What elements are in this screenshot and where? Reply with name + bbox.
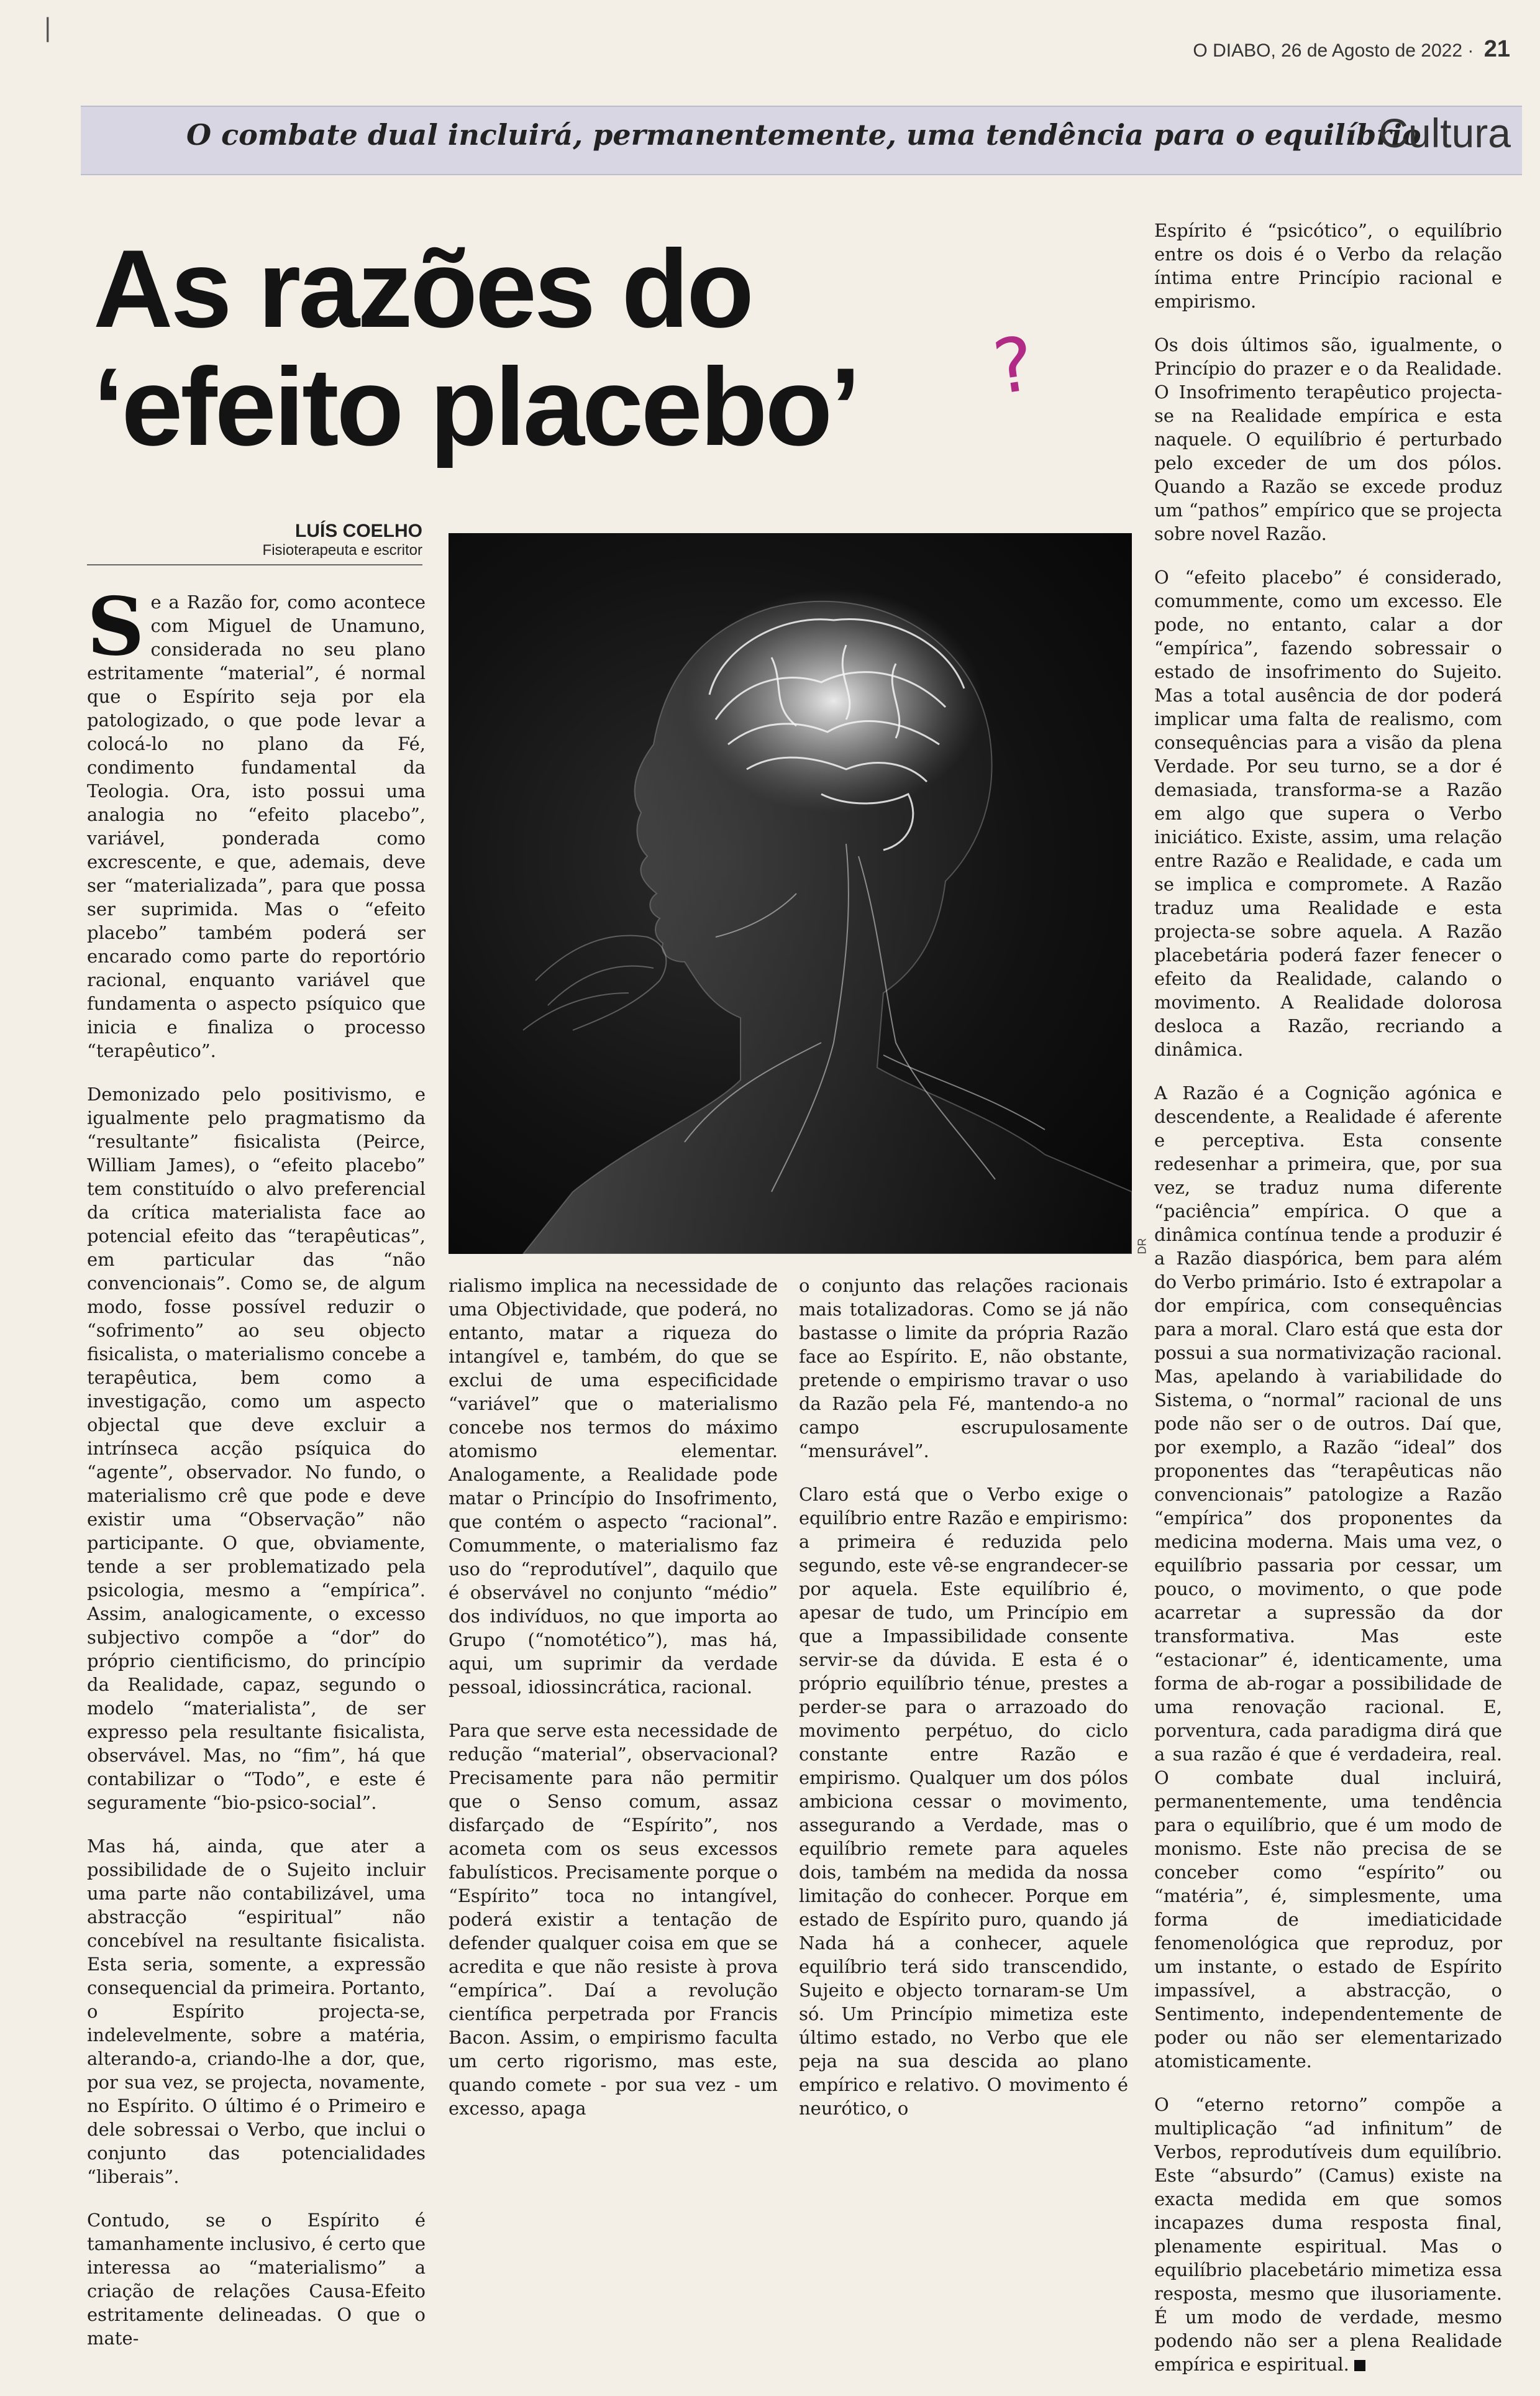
article-paragraph: Para que serve esta necessidade de redução “material”, observacional? Precisamente para não permitir que o Senso comum, assaz disfarçado de “Espírito”, nos acometa com os seus excessos fabulísticos. Precisamente porque o “Espírito” toca no intangível, poderá existir a tentação de defender qualquer coisa em que se acredita e que não resiste à prova “empírica”. Daí a revolução científica perpetrada por Francis Bacon. Assim, o empirismo faculta um certo rigorismo, mas este, quando comete - por sua vez - um excesso, apaga <box>449 1720 778 2119</box>
article-paragraph: Demonizado pelo positivismo, e igualmente pelo pragmatismo da “resultante” fisicalista (Peirce, William James), o “efeito placebo” tem constituído o alvo preferencial da crítica materialista face ao potencial efeito das “terapêuticas”, em particular das “não convencionais”. Como se, de algum modo, fosse possível reduzir o “sofrimento” ao seu objecto fisicalista, o materialismo concebe a terapêutica, bem como a investigação, como um aspecto objectal que deve excluir a intrínseca acção psíquica do “agente”, observador. No fundo, o materialismo crê que pode e deve existir uma “Observação” não participante. O que, obviamente, tende a ser problematizado pela psicologia, mesmo a “empírica”. Assim, analogicamente, o excesso subjectivo compõe a “dor” do próprio cientificismo, do princípio da Realidade, capaz, segundo o modelo “materialista”, de ser expresso pela resultante fisicalista, observável. Mas, no “fim”, há que contabilizar o “Todo”, e este é seguramente “bio-psico-social”. <box>87 1084 426 1813</box>
page-number: 21 <box>1483 36 1510 62</box>
headline-line-2: ‘efeito placebo’ <box>93 345 859 469</box>
article-paragraph: A Razão é a Cognição agónica e descendente, a Realidade é aferente e perceptiva. Esta consente redesenhar a primeira, que, por sua vez, se traduz numa diferente “paciência” empírica. O que a dinâmica contínua tende a produzir é a Razão diaspórica, bem para além do Verbo primário. Isto é extrapolar a dor empírica, com consequências para a moral. Claro está que esta dor possui a sua normativização racional. Mas, apelando à variabilidade do Sistema, o “normal” racional de uns pode não ser o de outros. Daí que, por exemplo, a Razão “ideal” dos proponentes das “terapêuticas não convencionais” patologize a Razão “empírica” dos proponentes da medicina moderna. Mais uma vez, o equilíbrio passaria por cessar, um pouco, o movimento, o que pode acarretar a supressão da dor transformativa. Mas este “estacionar” é, identicamente, uma forma de ab-rogar a possibilidade de uma renovação racional. E, porventura, cada paradigma dirá que a sua razão é que é verdadeira, real. O combate dual incluirá, permanentemente, uma tendência para o equilíbrio, que é um modo de monismo. Este não precisa de se conceber como “espírito” ou “matéria”, é, simplesmente, uma forma de imediaticidade fenomenológica que reproduz, por um instante, o estado de Espírito impassível, a abstracção, o Sentimento, independentemente de poder ou não ser elementarizado atomisticamente. <box>1154 1082 1502 2072</box>
photo-credit: DR <box>1136 1238 1149 1255</box>
article-paragraph: O “eterno retorno” compõe a multiplicação “ad infinitum” de Verbos, reprodutíveis dum equilíbrio. Este “absurdo” (Camus) existe na exacta medida em que somos incapazes duma resposta final, plenamente espiritual. Mas o equilíbrio placebetário mimetiza essa resposta, mesmo que ilusoriamente. É um modo de verdade, mesmo podendo não ser a plena Realidade empírica e espiritual. <box>1154 2094 1502 2375</box>
folio <box>1193 36 1510 63</box>
author-role: Fisioterapeuta e escritor <box>262 542 422 559</box>
article-paragraph: Contudo, se o Espírito é tamanhamente inclusivo, é certo que interessa ao “materialismo” a criação de relações Causa-Efeito estritamente delineadas. O que o mate- <box>87 2210 426 2349</box>
folio-date: O DIABO, 26 de Agosto de 2022 · <box>1193 40 1474 61</box>
head-xray-illustration <box>449 533 1132 1254</box>
byline-rule <box>87 564 422 565</box>
author-name: LUÍS COELHO <box>294 521 422 541</box>
article-paragraph: Claro está que o Verbo exige o equilíbrio entre Razão e empirismo: a primeira é reduzida pelo segundo, este vê-se engrandecer-se por aquela. Este equilíbrio é, apesar de tudo, um Princípio em que a Impassibilidade consente servir-se da dúvida. E esta é o próprio equilíbrio ténue, prestes a perder-se para o arrazoado do movimento perpétuo, do ciclo constante entre Razão e empirismo. Qualquer um dos pólos ambiciona cessar o movimento, assegurando a Verdade, mas o equilíbrio remete para aqueles dois, também na medida da nossa limitação do conhecer. Porque em estado de Espírito puro, quando já Nada há a conhecer, aquele equilíbrio terá sido transcendido, Sujeito e objecto tornaram-se Um só. Um Princípio mimetiza este último estado, no Verbo que ele peja na sua descida ao plano empírico e relativo. O movimento é neurótico, o <box>799 1484 1128 2119</box>
section-band <box>81 106 1522 175</box>
margin-tick-mark: | <box>43 14 52 42</box>
headline <box>93 227 963 469</box>
section-tagline: O combate dual incluirá, permanentemente, uma tendência para o equilíbrio <box>186 118 1421 152</box>
section-name: Cultura <box>1378 110 1511 156</box>
article-column-3 <box>799 1274 1128 2140</box>
article-column-4 <box>1154 219 1502 2396</box>
article-paragraph: rialismo implica na necessidade de uma Objectividade, que poderá, no entanto, matar a riqueza do intangível e, também, do que se exclui de uma especificidade “variável” que o materialismo concebe nos termos do máximo atomismo elementar. Analogamente, a Realidade pode matar o Princípio do Insofrimento, que contém o aspecto “racional”. Comummente, o materialismo faz uso do “reprodutível”, daquilo que é observável no conjunto “médio” dos indivíduos, no que importa ao Grupo (“nomotético”), mas há, aqui, um suprimir da verdade pessoal, idiossincrática, racional. <box>449 1275 778 1698</box>
hand-outline <box>523 936 666 1030</box>
byline <box>87 521 422 559</box>
article-paragraph: Mas há, ainda, que ater a possibilidade de o Sujeito incluir uma parte não contabilizável, uma abstracção “espiritual” não concebível na resultante fisicalista. Esta seria, somente, a expressão consequencial da primeira. Portanto, o Espírito projecta-se, indelevelmente, sobre a matéria, alterando-a, criando-lhe a dor, que, por sua vez, se projecta, novamente, no Espírito. O último é o Primeiro e dele sobressai o Verbo, que inclui o conjunto das potencialidades “liberais”. <box>87 1836 426 2187</box>
article-photo <box>449 533 1132 1254</box>
article-paragraph: Espírito é “psicótico”, o equilíbrio entre os dois é o Verbo da relação íntima entre Princípio racional e empirismo. <box>1154 220 1502 312</box>
drop-cap: S <box>87 580 145 674</box>
article-paragraph: Se a Razão for, como acontece com Miguel de Unamuno, considerada no seu plano estritamente “material”, é normal que o Espírito seja por ela patologizado, o que pode levar a colocá-lo no plano da Fé, condimento fundamental da Teologia. Ora, isto possui uma analogia no “efeito placebo”, variável, ponderada como excrescente, e que, ademais, deve ser “materializada”, para que possa ser suprimida. Mas o “efeito placebo” também poderá ser encarado como parte do reportório racional, enquanto variável que fundamenta o aspecto psíquico que inicia e finaliza o processo “terapêutico”. <box>87 580 426 1061</box>
handwritten-question-mark: ? <box>988 321 1040 412</box>
headline-line-1: As razões do <box>93 227 752 350</box>
article-column-1 <box>87 580 426 2370</box>
end-mark <box>1354 2360 1365 2371</box>
article-paragraph: O “efeito placebo” é considerado, comummente, como um excesso. Ele pode, no entanto, calar a dor “empírica”, fazendo sobressair o estado de insofrimento do Sujeito. Mas a total ausência de dor poderá implicar uma falta de realismo, com consequências para a visão da plena Verdade. Por seu turno, se a dor é demasiada, transforma-se a Razão em algo que supera o Verbo iniciático. Existe, assim, uma relação entre Razão e Realidade, e cada um se implica e compromete. A Razão traduz uma Realidade e esta projecta-se sobre aquela. A Razão placebetária poderá fazer fenecer o efeito da Realidade, calando o movimento. A Realidade dolorosa desloca a Razão, recriando a dinâmica. <box>1154 567 1502 1060</box>
article-paragraph: o conjunto das relações racionais mais totalizadoras. Como se já não bastasse o limite da própria Razão face ao Espírito. E, não obstante, pretende o empirismo travar o uso da Razão pela Fé, mantendo-a no campo escrupulosamente “mensurável”. <box>799 1275 1128 1461</box>
article-column-2 <box>449 1274 778 2140</box>
article-paragraph: Os dois últimos são, igualmente, o Princípio do prazer e o da Realidade. O Insofrimento terapêutico projecta-se na Realidade empírica e esta naquele. O equilíbrio é perturbado pelo exceder de um dos pólos. Quando a Razão se excede produz um “pathos” empírico que se projecta sobre novel Razão. <box>1154 334 1502 544</box>
